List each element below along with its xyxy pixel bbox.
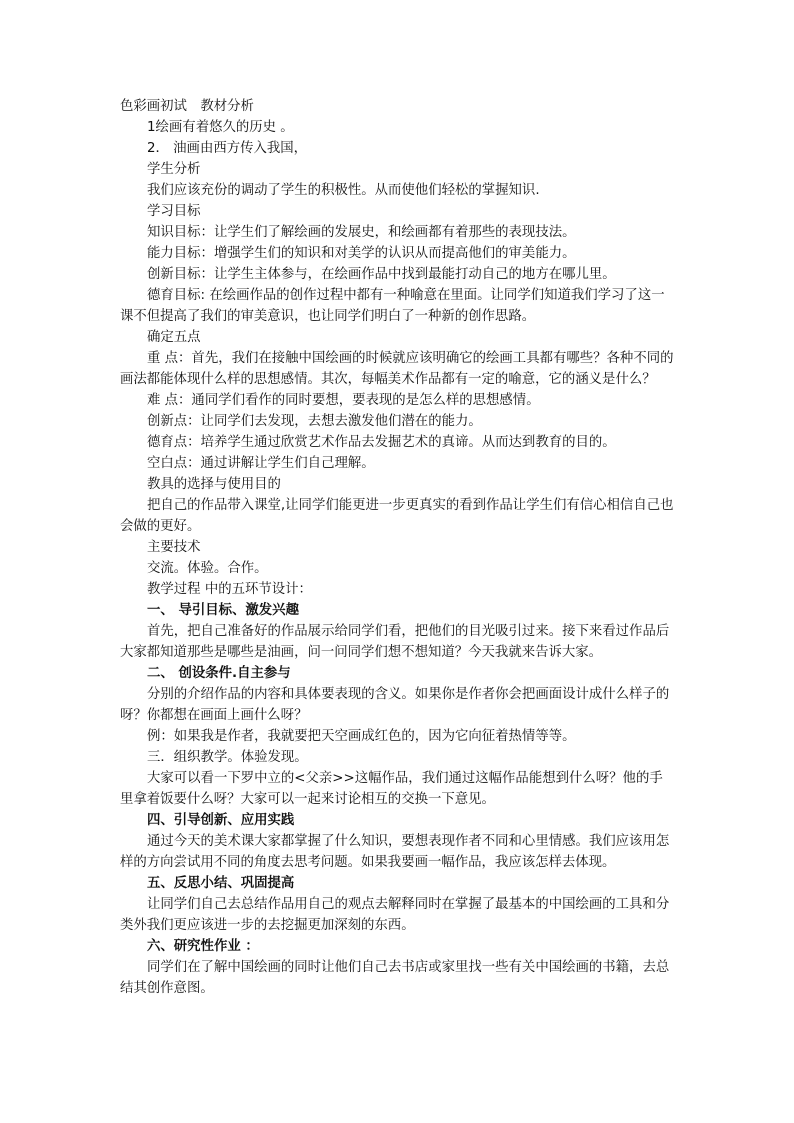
section-heading: 二、 创设条件.自主参与	[147, 666, 291, 681]
paragraph: 首先，把自己准备好的作品展示给同学们看，把他们的目光吸引过来。接下来看过作品后大家都知道那些是哪些是油画，问一问同学们想不想知道？今天我就来告诉大家。	[120, 624, 670, 660]
paragraph: 同学们在了解中国绘画的同时让他们自己去书店或家里找一些有关中国绘画的书籍，去总结其创作意图。	[120, 960, 670, 996]
paragraph: 学生分析	[147, 162, 201, 177]
paragraph: 主要技术	[147, 540, 201, 555]
section-heading: 四、引导创新、应用实践	[147, 813, 295, 828]
paragraph: 创新目标：让学生主体参与，在绘画作品中找到最能打动自己的地方在哪儿里。	[147, 267, 616, 282]
paragraph: 分别的介绍作品的内容和具体要表现的含义。如果你是作者你会把画面设计成什么样子的呀？你都想在画面上画什么呀？	[120, 687, 670, 723]
paragraph: 1绘画有着悠久的历史 。	[147, 120, 294, 135]
paragraph: 通过今天的美术课大家都掌握了什么知识，要想表现作者不同和心里情感。我们应该用怎样的方向尝试用不同的角度去思考问题。如果我要画一幅作品，我应该怎样去体现。	[120, 834, 670, 870]
paragraph: 空白点：通过讲解让学生们自己理解。	[147, 456, 375, 471]
paragraph: 教学过程 中的五环节设计：	[147, 582, 312, 597]
section-heading: 一、 导引目标、激发兴趣	[147, 603, 299, 618]
paragraph: 德育目标: 在绘画作品的创作过程中都有一种喻意在里面。让同学们知道我们学习了这一课不但提高了我们的审美意识，也让同学们明白了一种新的创作思路。	[120, 288, 665, 324]
paragraph: 我们应该充份的调动了学生的积极性。从而使他们轻松的掌握知识.	[147, 183, 540, 198]
paragraph: 三．组织教学。体验发现。	[147, 750, 308, 765]
paragraph: 2． 油画由西方传入我国，	[147, 141, 308, 156]
paragraph: 教具的选择与使用目的	[147, 477, 281, 492]
paragraph: 确定五点	[147, 330, 201, 345]
paragraph-list	[120, 117, 676, 999]
section-heading: 五、反思小结、巩固提高	[147, 876, 295, 891]
paragraph: 大家可以看一下罗中立的<父亲>>这幅作品，我们通过这幅作品能想到什么呀？他的手里拿着饭要什么呀？大家可以一起来讨论相互的交换一下意见。	[120, 771, 663, 807]
paragraph: 把自己的作品带入课堂,让同学们能更进一步更真实的看到作品让学生们有信心相信自己也会做的更好。	[120, 498, 674, 534]
paragraph: 德育点：培养学生通过欣赏艺术作品去发掘艺术的真谛。从而达到教育的目的。	[147, 435, 616, 450]
document-title: 色彩画初试 教材分析	[120, 99, 254, 114]
paragraph: 创新点：让同学们去发现，去想去激发他们潜在的能力。	[147, 414, 482, 429]
paragraph: 知识目标：让学生们了解绘画的发展史，和绘画都有着那些的表现技法。	[147, 225, 576, 240]
document-body	[120, 96, 676, 999]
paragraph: 能力目标：增强学生们的知识和对美学的认识从而提高他们的审美能力。	[147, 246, 576, 261]
paragraph: 重 点：首先，我们在接触中国绘画的时候就应该明确它的绘画工具都有哪些？各种不同的画法都能体现什么样的思想感情。其次，每幅美术作品都有一定的喻意，它的涵义是什么？	[120, 351, 674, 387]
paragraph: 例：如果我是作者，我就要把天空画成红色的，因为它向征着热情等等。	[147, 729, 576, 744]
paragraph: 让同学们自己去总结作品用自己的观点去解释同时在掌握了最基本的中国绘画的工具和分类外我们更应该进一步的去挖掘更加深刻的东西。	[120, 897, 670, 933]
paragraph: 学习目标	[147, 204, 201, 219]
paragraph: 难 点：通同学们看作的同时要想，要表现的是怎么样的思想感情。	[147, 393, 540, 408]
section-heading: 六、研究性作业 ：	[147, 939, 259, 954]
paragraph: 交流。体验。合作。	[147, 561, 268, 576]
